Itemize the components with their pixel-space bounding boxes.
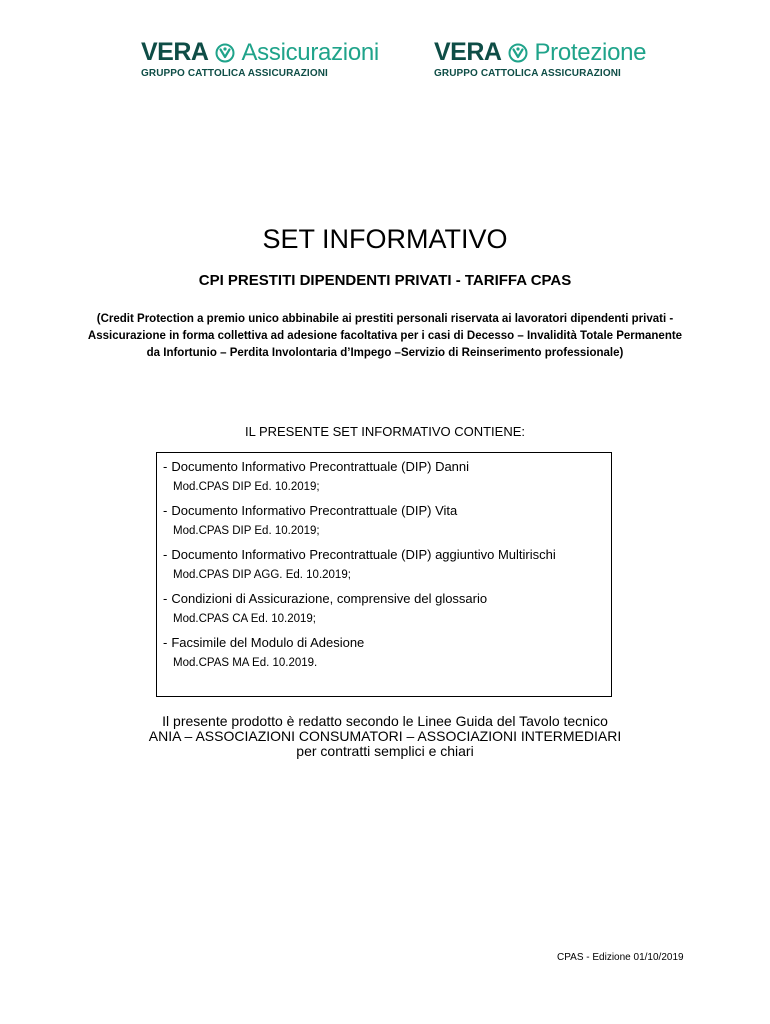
logo-brand: VERA [141,38,209,66]
documents-list [156,452,612,697]
vera-emblem-icon [215,43,235,63]
list-item [163,547,611,582]
document-title: Facsimile del Modulo di Adesione [171,635,365,650]
dash-bullet: - [163,547,168,562]
list-item [163,503,611,538]
dash-bullet: - [163,503,168,518]
list-item [163,459,611,494]
document-code: Mod.CPAS MA Ed. 10.2019. [173,657,318,669]
logo-company-name: Protezione [534,38,647,66]
document-title: Documento Informativo Precontrattuale (DIP) Danni [171,459,470,474]
guidelines-line: per contratti semplici e chiari [296,743,474,759]
product-subtitle: CPI PRESTITI DIPENDENTI PRIVATI - TARIFFA CPAS [198,272,572,289]
logo-company-name: Assicurazioni [241,38,379,66]
list-item [163,591,611,626]
logo-brand: VERA [434,38,502,66]
dash-bullet: - [163,635,168,650]
contents-heading: IL PRESENTE SET INFORMATIVO CONTIENE: [244,424,526,439]
logo-vera-assicurazioni [141,40,379,79]
guidelines-note [0,714,770,759]
vera-emblem-icon [508,43,528,63]
dash-bullet: - [163,591,168,606]
list-item [163,635,611,670]
document-code: Mod.CPAS DIP Ed. 10.2019; [173,481,320,493]
guidelines-line: Il presente prodotto è redatto secondo le Linee Guida del Tavolo tecnico [162,713,608,729]
logo-vera-protezione [434,40,646,79]
document-code: Mod.CPAS DIP Ed. 10.2019; [173,525,320,537]
document-code: Mod.CPAS DIP AGG. Ed. 10.2019; [173,569,351,581]
document-title: Documento Informativo Precontrattuale (DIP) Vita [171,503,458,518]
guidelines-line: ANIA – ASSOCIAZIONI CONSUMATORI – ASSOCIAZIONI INTERMEDIARI [148,728,622,744]
document-code: Mod.CPAS CA Ed. 10.2019; [173,613,316,625]
logo-group-name: GRUPPO CATTOLICA ASSICURAZIONI [141,68,328,79]
page-title: SET INFORMATIVO [262,224,508,254]
edition-footer: CPAS - Edizione 01/10/2019 [557,952,684,963]
document-title: Condizioni di Assicurazione, comprensive del glossario [171,591,488,606]
document-title: Documento Informativo Precontrattuale (DIP) aggiuntivo Multirischi [171,547,556,562]
dash-bullet: - [163,459,168,474]
logo-group-name: GRUPPO CATTOLICA ASSICURAZIONI [434,68,621,79]
product-description: (Credit Protection a premio unico abbinabile ai prestiti personali riservata ai lavoratori dipendenti privati - Assicurazione in forma collettiva ad adesione facoltativa per i casi di Decesso – Invalidità Totale Permanente da Infortunio – Perdita Involontaria d’Impego –Servizio di Reinserimento professionale) [87,313,683,359]
